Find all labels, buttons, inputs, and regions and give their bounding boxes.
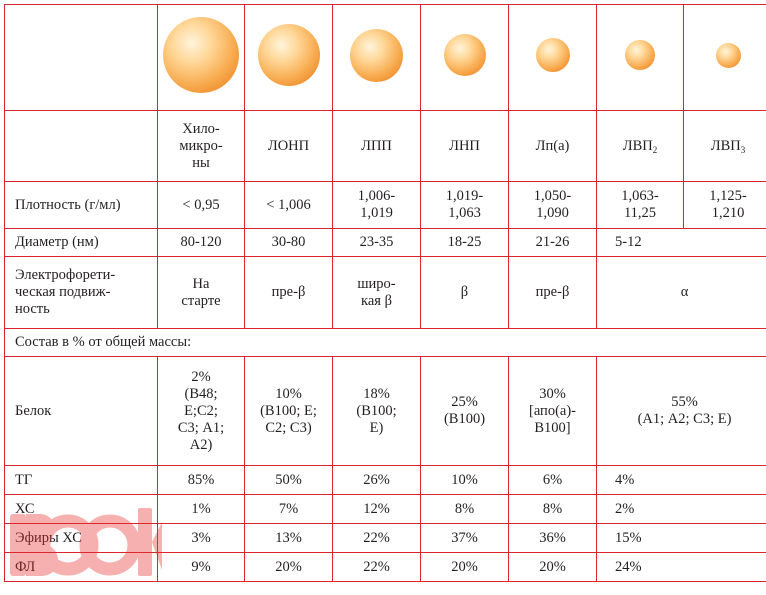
- lipoprotein-sphere-icon: [625, 40, 655, 70]
- esters-value: 15%: [597, 524, 766, 553]
- name-subscript: 2: [652, 144, 658, 155]
- cholesterol-value: 8%: [509, 495, 597, 524]
- cholesterol-row: [5, 495, 766, 524]
- sphere-cell: [158, 5, 245, 111]
- mobility-value: пре-β: [509, 257, 597, 329]
- mobility-value: На старте: [158, 257, 245, 329]
- protein-value: 30% [апо(а)- В100]: [509, 357, 597, 466]
- diameter-value: 23-35: [333, 229, 421, 257]
- phospholipid-value: 22%: [333, 553, 421, 582]
- name-row: [5, 111, 766, 182]
- lipoprotein-table: [4, 4, 766, 582]
- mobility-value: β: [421, 257, 509, 329]
- row-label: ХС: [5, 495, 158, 524]
- protein-row: [5, 357, 766, 466]
- protein-value: 18% (В100; Е): [333, 357, 421, 466]
- cholesterol-value: 2%: [597, 495, 766, 524]
- mobility-value: широ- кая β: [333, 257, 421, 329]
- large-lipoprotein-sphere-icon: [163, 17, 239, 93]
- section-heading: Состав в % от общей массы:: [5, 329, 766, 357]
- cholesterol-value: 1%: [158, 495, 245, 524]
- name-subscript: 3: [740, 144, 746, 155]
- protein-value: 55% (А1; А2; С3; Е): [597, 357, 766, 466]
- protein-value: 25% (В100): [421, 357, 509, 466]
- esters-value: 36%: [509, 524, 597, 553]
- protein-value: 2% (В48; Е;С2; С3; А1; А2): [158, 357, 245, 466]
- esters-value: 13%: [245, 524, 333, 553]
- tg-value: 26%: [333, 466, 421, 495]
- name-text: ЛВП: [710, 137, 741, 154]
- tg-value: 6%: [509, 466, 597, 495]
- density-value: 1,019- 1,063: [421, 182, 509, 229]
- phospholipid-value: 20%: [421, 553, 509, 582]
- cholesterol-value: 7%: [245, 495, 333, 524]
- lipoprotein-name: [684, 111, 766, 182]
- sphere-cell: [509, 5, 597, 111]
- density-value: < 0,95: [158, 182, 245, 229]
- tg-value: 85%: [158, 466, 245, 495]
- composition-header-row: [5, 329, 766, 357]
- diameter-value: 80-120: [158, 229, 245, 257]
- phospholipid-value: 20%: [509, 553, 597, 582]
- mobility-row: [5, 257, 766, 329]
- small-lipoprotein-sphere-icon: [716, 43, 741, 68]
- diameter-row: [5, 229, 766, 257]
- row-label: Диаметр (нм): [5, 229, 158, 257]
- corner-cell: [5, 5, 158, 111]
- lipoprotein-name: ЛПП: [333, 111, 421, 182]
- tg-value: 50%: [245, 466, 333, 495]
- lipoprotein-sphere-icon: [444, 34, 486, 76]
- row-label: Электрофорети- ческая подвиж- ность: [5, 257, 158, 329]
- row-label: Эфиры ХС: [5, 524, 158, 553]
- lipoprotein-sphere-icon: [536, 38, 570, 72]
- sphere-cell: [421, 5, 509, 111]
- row-label: Плотность (г/мл): [5, 182, 158, 229]
- density-value: 1,006- 1,019: [333, 182, 421, 229]
- mobility-value: α: [597, 257, 766, 329]
- esters-row: [5, 524, 766, 553]
- esters-value: 22%: [333, 524, 421, 553]
- name-label-cell: [5, 111, 158, 182]
- lipoprotein-name: [597, 111, 684, 182]
- density-value: 1,125- 1,210: [684, 182, 766, 229]
- esters-value: 3%: [158, 524, 245, 553]
- diameter-value: 21-26: [509, 229, 597, 257]
- row-label: ФЛ: [5, 553, 158, 582]
- lipoprotein-name: Хило- микро- ны: [158, 111, 245, 182]
- esters-value: 37%: [421, 524, 509, 553]
- phospholipid-value: 24%: [597, 553, 766, 582]
- sphere-cell: [245, 5, 333, 111]
- phospholipid-value: 9%: [158, 553, 245, 582]
- lipoprotein-name: ЛНП: [421, 111, 509, 182]
- cholesterol-value: 8%: [421, 495, 509, 524]
- row-label: Белок: [5, 357, 158, 466]
- particle-icon-row: [5, 5, 766, 111]
- mobility-value: пре-β: [245, 257, 333, 329]
- cholesterol-value: 12%: [333, 495, 421, 524]
- row-label: ТГ: [5, 466, 158, 495]
- phospholipid-row: [5, 553, 766, 582]
- protein-value: 10% (В100; Е; С2; С3): [245, 357, 333, 466]
- diameter-value: 30-80: [245, 229, 333, 257]
- lipoprotein-name: Лп(а): [509, 111, 597, 182]
- tg-value: 4%: [597, 466, 766, 495]
- density-value: 1,050- 1,090: [509, 182, 597, 229]
- density-row: [5, 182, 766, 229]
- lipoprotein-name: ЛОНП: [245, 111, 333, 182]
- tg-row: [5, 466, 766, 495]
- diameter-value: 18-25: [421, 229, 509, 257]
- sphere-cell: [684, 5, 766, 111]
- density-value: 1,063- 11,25: [597, 182, 684, 229]
- lipoprotein-sphere-icon: [258, 24, 320, 86]
- tg-value: 10%: [421, 466, 509, 495]
- phospholipid-value: 20%: [245, 553, 333, 582]
- lipoprotein-sphere-icon: [350, 29, 403, 82]
- sphere-cell: [333, 5, 421, 111]
- name-text: ЛВП: [622, 137, 653, 154]
- diameter-value: 5-12: [597, 229, 766, 257]
- sphere-cell: [597, 5, 684, 111]
- density-value: < 1,006: [245, 182, 333, 229]
